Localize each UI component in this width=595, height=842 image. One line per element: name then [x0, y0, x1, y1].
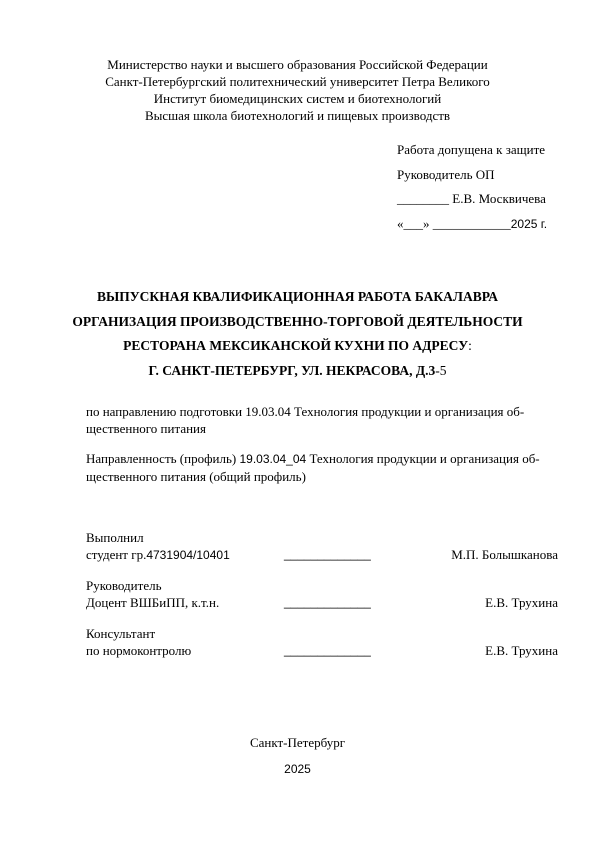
signature-author-name: М.П. Болышканова	[451, 547, 558, 562]
approval-block	[397, 138, 547, 236]
approval-date-day: «___»	[397, 215, 430, 231]
signature-consultant-label: Консультант	[86, 626, 156, 641]
profile-direction-prefix: Направленность (профиль)	[86, 451, 240, 466]
approval-admitted-line: Работа допущена к защите	[397, 142, 546, 157]
signature-supervisor-name: Е.В. Трухина	[485, 595, 558, 610]
institution-header	[60, 56, 535, 124]
approval-signature-name: Е.В. Москвичева	[452, 191, 546, 206]
profile-direction-code: 19.03.04_04	[239, 452, 307, 466]
signature-block-supervisor	[86, 577, 558, 611]
footer-city: Санкт-Петербург	[249, 735, 346, 750]
thesis-title-line-4-tail: -5	[435, 362, 447, 378]
signature-consultant-blank: _____________	[284, 643, 371, 657]
institute-line: Институт биомедицинских систем и биотехнологий	[153, 91, 442, 106]
approval-signature-blank: ________	[397, 191, 449, 206]
approval-signature-line	[397, 187, 547, 212]
signature-consultant-role: по нормоконтролю	[86, 643, 192, 658]
thesis-title-line-4-text: Г. САНКТ-ПЕТЕРБУРГ, УЛ. НЕКРАСОВА, Д.3	[148, 362, 436, 378]
signature-author-blank: _____________	[284, 547, 371, 561]
signature-author-role	[86, 546, 230, 564]
signature-supervisor-role: Доцент ВШБиПП, к.т.н.	[86, 595, 220, 610]
signature-author-group: 4731904/10401	[146, 548, 230, 562]
signature-consultant-name: Е.В. Трухина	[485, 643, 558, 658]
signature-author-role-text: студент гр.	[86, 547, 147, 562]
signature-author-label: Выполнил	[86, 530, 144, 545]
ministry-line: Министерство науки и высшего образования Российской Федерации	[107, 57, 488, 72]
thesis-title	[60, 285, 535, 383]
training-direction-line-1: по направлению подготовки 19.03.04 Технология продукции и организация об-	[86, 404, 525, 419]
thesis-title-line-3	[60, 334, 535, 359]
profile-direction-rest: Технология продукции и организация об-	[306, 451, 540, 466]
signature-supervisor-row	[86, 594, 558, 611]
school-line: Высшая школа биотехнологий и пищевых производств	[144, 108, 451, 123]
approval-date-line	[397, 212, 547, 237]
thesis-title-line-3-colon: :	[468, 338, 472, 353]
footer-year: 2025	[284, 762, 311, 776]
signature-block-consultant	[86, 625, 558, 659]
training-direction	[86, 403, 571, 437]
profile-direction	[86, 450, 571, 485]
training-direction-line-2: щественного питания	[86, 421, 206, 436]
profile-direction-line-2: щественного питания (общий профиль)	[86, 469, 306, 484]
thesis-title-line-2: ОРГАНИЗАЦИЯ ПРОИЗВОДСТВЕННО-ТОРГОВОЙ ДЕЯТЕЛЬНОСТИ	[72, 313, 523, 329]
thesis-title-line-4	[60, 359, 535, 384]
approval-head-line: Руководитель ОП	[397, 166, 495, 182]
signature-author-row	[86, 546, 558, 563]
signature-supervisor-blank: _____________	[284, 595, 371, 609]
university-line: Санкт-Петербургский политехнический университет Петра Великого	[105, 74, 490, 89]
signature-block-author	[86, 529, 558, 563]
thesis-title-line-3-text: РЕСТОРАНА МЕКСИКАНСКОЙ КУХНИ ПО АДРЕСУ	[123, 338, 469, 353]
approval-date-blank: ____________	[432, 215, 511, 231]
approval-date-year: 2025 г.	[510, 216, 548, 231]
signature-consultant-row	[86, 642, 558, 659]
thesis-title-line-1: ВЫПУСКНАЯ КВАЛИФИКАЦИОННАЯ РАБОТА БАКАЛАВРА	[96, 289, 499, 304]
signature-supervisor-label: Руководитель	[86, 578, 162, 593]
profile-direction-line-1	[86, 450, 571, 468]
document-footer	[60, 730, 535, 782]
